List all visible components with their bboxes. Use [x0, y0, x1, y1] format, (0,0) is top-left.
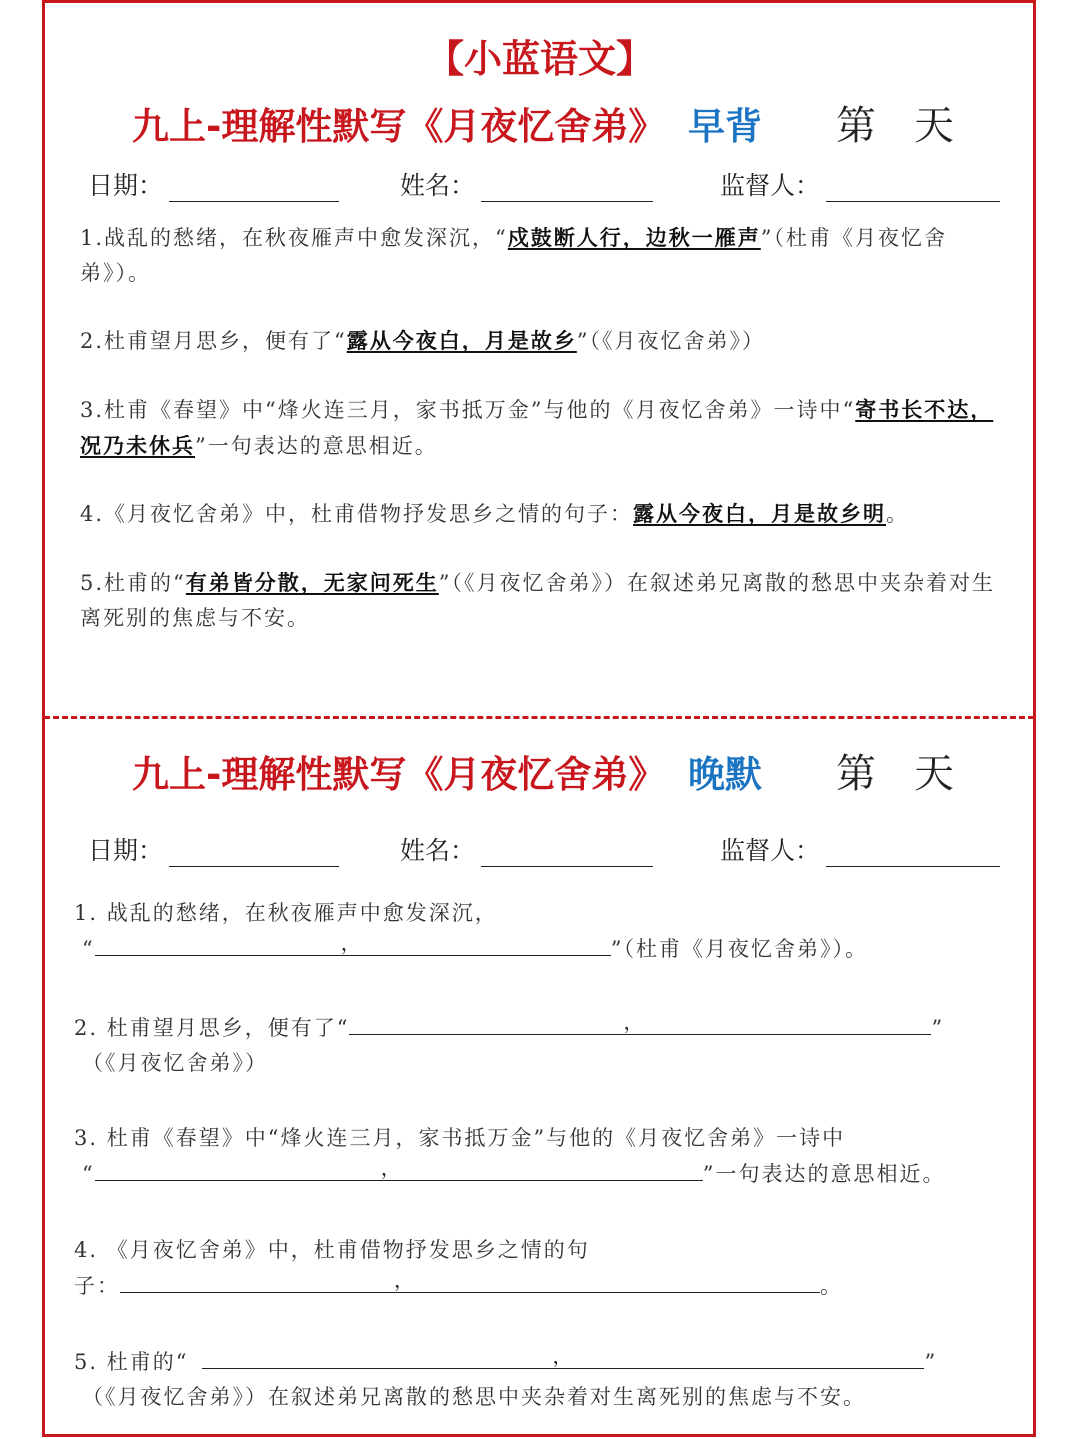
- q-text: “: [82, 1162, 95, 1186]
- q-num: 4.: [80, 502, 105, 526]
- evening-day-suffix: 天: [914, 751, 954, 797]
- q-text: 4. 《月夜忆舍弟》中，杜甫借物抒发思乡之情的句: [74, 1238, 590, 1262]
- q-text: ”: [931, 1016, 945, 1040]
- answer-blank[interactable]: [120, 1268, 820, 1293]
- name-field[interactable]: [400, 831, 653, 867]
- evening-title: 九上-理解性默写《月夜忆舍弟》: [132, 753, 666, 796]
- q-text: 杜甫望月思乡，便有了“: [104, 329, 347, 353]
- morning-tag: 早背: [688, 105, 762, 148]
- q-text: 《月夜忆舍弟》中，杜甫借物抒发思乡之情的句子：: [104, 502, 634, 526]
- q-text: ”（《月夜忆舍弟》）在叙述弟兄离散的愁思中夹杂着对生离死别的焦虑与不安。: [80, 571, 996, 630]
- q-text: 杜甫的“: [104, 571, 186, 595]
- q-text: 战乱的愁绪，在秋夜雁声中愈发深沉，“: [104, 226, 508, 250]
- q-text: 。: [820, 1274, 843, 1298]
- evening-question-4: [74, 1233, 994, 1304]
- blank-comma: ，: [623, 1010, 646, 1034]
- q-num: 1.: [80, 226, 105, 250]
- answer-blank[interactable]: [95, 931, 611, 956]
- name-field[interactable]: [400, 166, 653, 202]
- name-label: 姓名：: [400, 171, 476, 200]
- section-divider: [44, 716, 1034, 719]
- q-answer: 有弟皆分散，无家问死生: [185, 570, 439, 595]
- q-text: ”一句表达的意思相近。: [702, 1162, 946, 1186]
- q-text: 子：: [74, 1274, 120, 1298]
- evening-day-label: 第: [836, 751, 876, 797]
- q-num: 3.: [80, 398, 105, 422]
- morning-question-1: [80, 220, 1000, 291]
- q-text: 2. 杜甫望月思乡，便有了“: [74, 1016, 350, 1040]
- date-field[interactable]: [88, 166, 339, 202]
- morning-day-label: 第: [836, 103, 876, 149]
- answer-blank[interactable]: [202, 1344, 924, 1369]
- blank-comma: ，: [340, 931, 363, 955]
- q-text: 3. 杜甫《春望》中“烽火连三月，家书抵万金”与他的《月夜忆舍弟》一诗中: [74, 1126, 846, 1150]
- evening-question-3: [74, 1121, 994, 1192]
- q-text: （《月夜忆舍弟》）在叙述弟兄离散的愁思中夹杂着对生离死别的焦虑与不安。: [82, 1385, 866, 1409]
- name-label: 姓名：: [400, 836, 476, 865]
- q-answer: 露从今夜白，月是故乡明: [633, 501, 887, 526]
- q-answer: 戍鼓断人行，边秋一雁声: [507, 225, 761, 250]
- q-text: 杜甫《春望》中“烽火连三月，家书抵万金”与他的《月夜忆舍弟》一诗中“: [104, 398, 856, 422]
- blank-comma: ，: [394, 1268, 416, 1292]
- evening-question-1: [74, 896, 994, 967]
- supervisor-field[interactable]: [720, 831, 1000, 867]
- q-answer: 寄书长不达，况乃未休兵: [80, 397, 994, 458]
- q-text: 5. 杜甫的“: [74, 1350, 189, 1374]
- q-text: ”: [924, 1350, 938, 1374]
- q-text: （《月夜忆舍弟》）: [82, 1051, 268, 1075]
- evening-question-5: [74, 1344, 994, 1415]
- q-text: ”一句表达的意思相近。: [195, 434, 438, 458]
- brand-title: 【小蓝语文】: [425, 37, 654, 81]
- morning-question-5: [80, 565, 1000, 636]
- evening-info-row: [88, 831, 1008, 871]
- supervisor-field[interactable]: [720, 166, 1000, 202]
- q-answer: 露从今夜白，月是故乡: [346, 328, 577, 353]
- evening-question-2: [74, 1010, 994, 1081]
- date-field[interactable]: [88, 831, 339, 867]
- q-text: ”（杜甫《月夜忆舍弟》）。: [610, 937, 868, 961]
- supervisor-label: 监督人：: [720, 836, 821, 865]
- answer-blank[interactable]: [349, 1010, 931, 1035]
- supervisor-label: 监督人：: [720, 171, 821, 200]
- morning-info-row: [88, 166, 1008, 206]
- q-num: 5.: [80, 571, 105, 595]
- morning-question-3: [80, 392, 1000, 464]
- date-label: 日期：: [88, 836, 164, 865]
- q-text: ”（杜甫《月夜忆舍弟》）。: [80, 226, 948, 285]
- evening-tag: 晚默: [688, 753, 762, 796]
- morning-day-suffix: 天: [914, 103, 954, 149]
- q-num: 2.: [80, 329, 105, 353]
- q-text: “: [82, 937, 95, 961]
- answer-blank[interactable]: [95, 1156, 703, 1181]
- morning-question-2: [80, 323, 1000, 359]
- morning-title: 九上-理解性默写《月夜忆舍弟》: [132, 105, 666, 148]
- blank-comma: ，: [552, 1344, 575, 1368]
- q-text: 。: [886, 502, 910, 526]
- q-text: ”（《月夜忆舍弟》）: [576, 329, 766, 353]
- date-label: 日期：: [88, 171, 164, 200]
- blank-comma: ，: [380, 1156, 403, 1180]
- q-text: 1. 战乱的愁绪，在秋夜雁声中愈发深沉，: [74, 901, 498, 925]
- morning-question-4: [80, 496, 1000, 532]
